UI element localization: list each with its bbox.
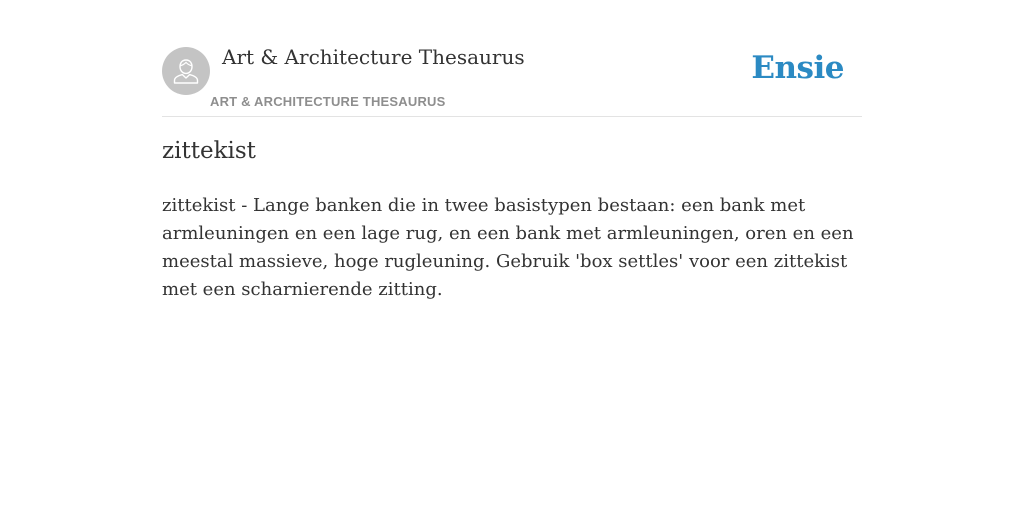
user-icon <box>171 56 201 86</box>
page-header <box>162 40 862 117</box>
site-name-link[interactable]: Art & Architecture Thesaurus <box>222 45 525 69</box>
site-subtitle-link[interactable]: ART & ARCHITECTURE THESAURUS <box>210 94 446 109</box>
entry-definition: zittekist - Lange banken die in twee basistypen bestaan: een bank met armleuningen en een lage rug, en een bank met armleuningen, oren en een meestal massieve, hoge rugleuning. Gebruik 'box settles' voor een zittekist met een scharnierende zitting. <box>162 195 854 300</box>
entry-title: zittekist <box>162 138 256 164</box>
ensie-logo[interactable]: Ensie <box>751 50 844 86</box>
avatar[interactable] <box>162 47 210 95</box>
